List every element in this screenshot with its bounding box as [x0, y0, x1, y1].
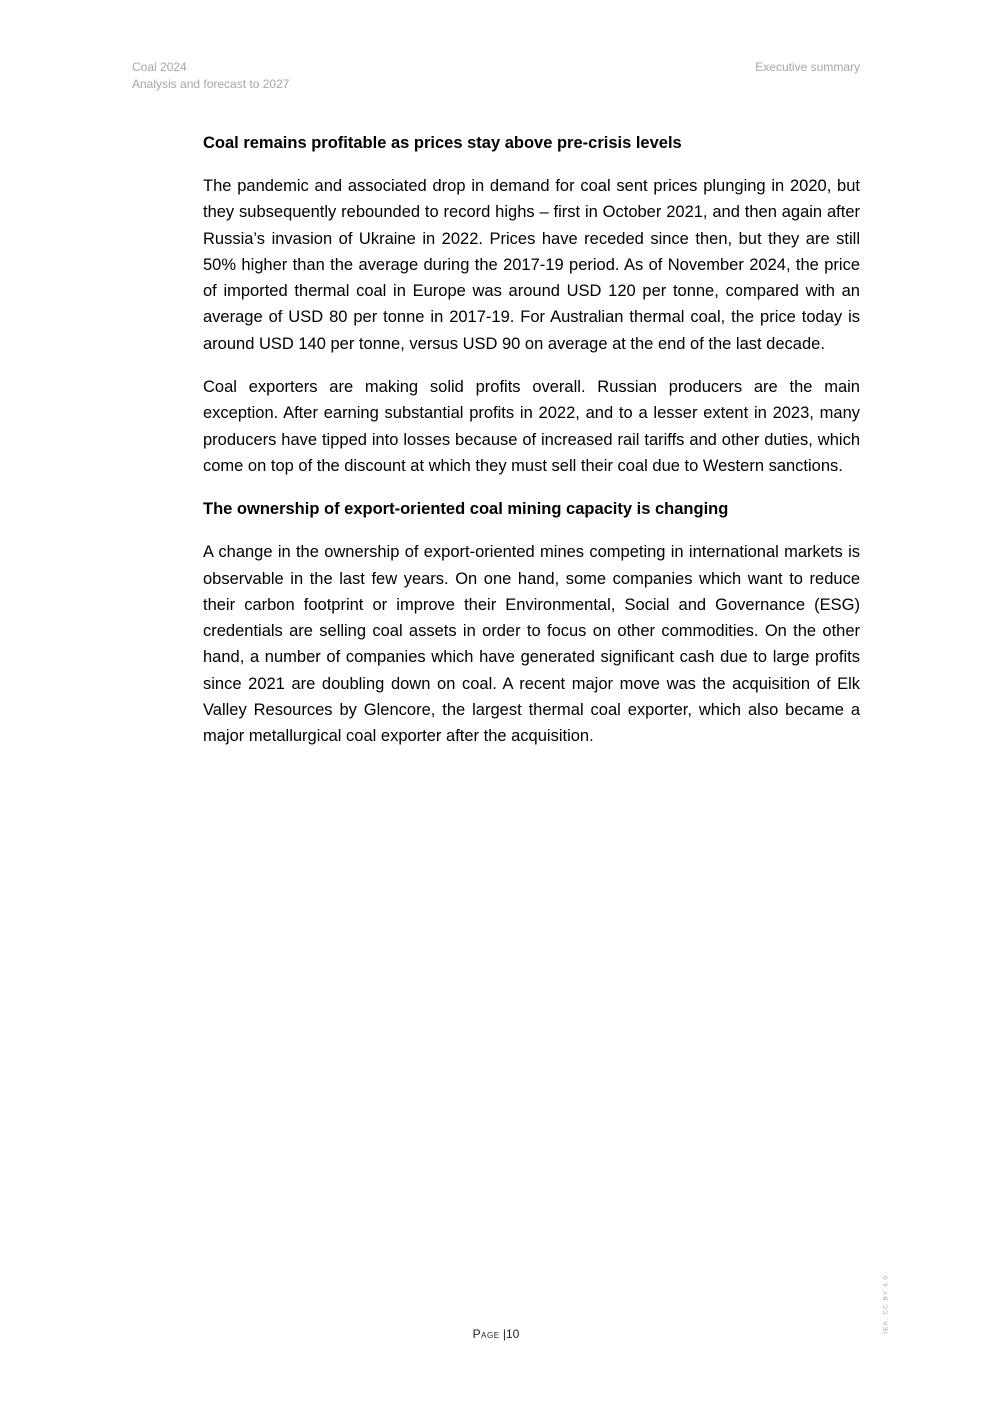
- report-subtitle: Analysis and forecast to 2027: [132, 77, 290, 91]
- paragraph: The pandemic and associated drop in demand for coal sent prices plunging in 2020, but they subsequently rebounded to record highs – first in October 2021, and then again after Russia’s invasion of Ukraine in 2022. Prices have receded since then, but they are still 50% higher than the average during the 2017-19 period. As of November 2024, the price of imported thermal coal in Europe was around USD 120 per tonne, compared with an average of USD 80 per tonne in 2017-19. For Australian thermal coal, the price today is around USD 140 per tonne, versus USD 90 on average at the end of the last decade.: [203, 177, 860, 353]
- page-label: Page: [472, 1327, 500, 1341]
- report-title: Coal 2024: [132, 60, 187, 74]
- section-heading: The ownership of export-oriented coal mining capacity is changing: [203, 500, 729, 519]
- copyright-notice: IEA. CC BY 4.0.: [882, 1272, 890, 1334]
- header-report-info: [132, 59, 289, 93]
- page-separator: |: [502, 1327, 506, 1341]
- section-heading: Coal remains profitable as prices stay above pre-crisis levels: [203, 134, 682, 152]
- paragraph: A change in the ownership of export-oriented mines competing in international markets is observable in the last few years. On one hand, some companies which want to reduce their carbon footprint or improve their Environmental, Social and Governance (ESG) credentials are selling coal assets in order to focus on other commodities. On the other hand, a number of companies which have generated significant cash due to large profits since 2021 are doubling down on coal. A recent major move was the acquisition of Elk Valley Resources by Glencore, the largest thermal coal exporter, which also became a major metallurgical coal exporter after the acquisition.: [203, 543, 860, 746]
- page-footer: [0, 1326, 992, 1342]
- section-title: Executive summary: [755, 60, 860, 74]
- main-content: [203, 130, 860, 767]
- page-number: 10: [506, 1327, 520, 1341]
- paragraph: Coal exporters are making solid profits overall. Russian producers are the main exception. After earning substantial profits in 2022, and to a lesser extent in 2023, many producers have tipped into losses because of increased rail tariffs and other duties, which come on top of the discount at which they must sell their coal due to Western sanctions.: [203, 378, 860, 475]
